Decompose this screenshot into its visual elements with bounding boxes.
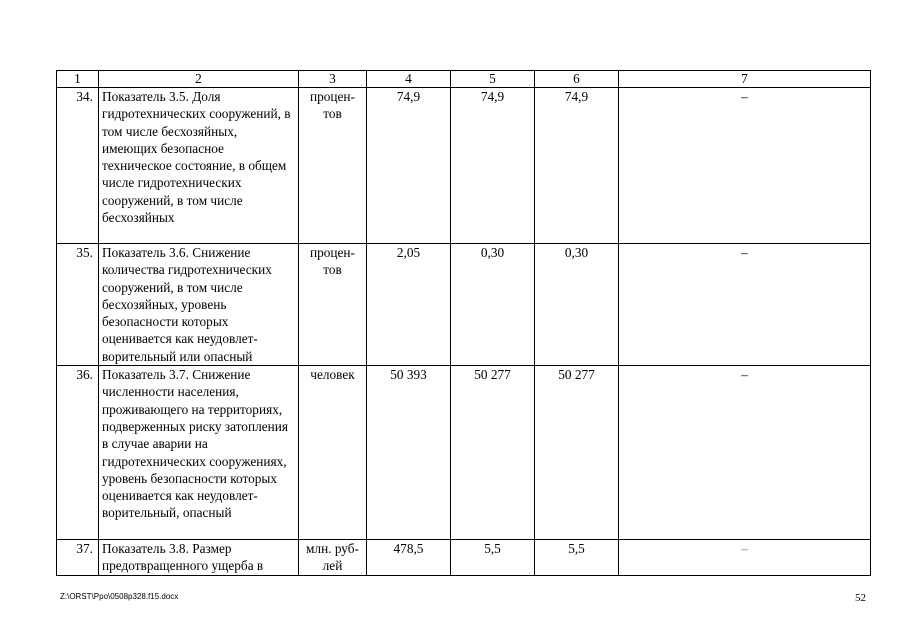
indicator-name: Показатель 3.8. Размер предотвращенного ущерба в xyxy=(99,540,299,576)
row-number: 35. xyxy=(57,244,99,366)
note-cell: – xyxy=(619,366,871,540)
value-col-4: 2,05 xyxy=(367,244,451,366)
value-col-4: 478,5 xyxy=(367,540,451,576)
unit-cell: процен-тов xyxy=(299,88,367,244)
indicators-table xyxy=(56,70,871,576)
value-col-4: 50 393 xyxy=(367,366,451,540)
value-col-5: 0,30 xyxy=(451,244,535,366)
value-col-6: 0,30 xyxy=(535,244,619,366)
page-number: 52 xyxy=(855,592,866,604)
indicator-name: Показатель 3.7. Снижение численности населения, проживающего на территориях, подверженных риску затопления в случае аварии на гидротехнических сооружениях, уровень безопасности которых оценивается как неудовлет-ворительный, опасный xyxy=(99,366,299,540)
table-row xyxy=(57,88,871,244)
header-cell-col-2: 2 xyxy=(99,71,299,88)
row-number: 37. xyxy=(57,540,99,576)
value-col-6: 74,9 xyxy=(535,88,619,244)
value-col-6: 50 277 xyxy=(535,366,619,540)
file-path-footer: Z:\ORST\Ppo\0508p328.f15.docx xyxy=(60,592,179,601)
table-header-row xyxy=(57,71,871,88)
table-row xyxy=(57,244,871,366)
header-cell-col-1: 1 xyxy=(57,71,99,88)
note-cell: – xyxy=(619,88,871,244)
row-number: 34. xyxy=(57,88,99,244)
table-row xyxy=(57,366,871,540)
unit-cell: млн. руб-лей xyxy=(299,540,367,576)
row-number: 36. xyxy=(57,366,99,540)
value-col-6: 5,5 xyxy=(535,540,619,576)
header-cell-col-4: 4 xyxy=(367,71,451,88)
header-cell-col-6: 6 xyxy=(535,71,619,88)
value-col-5: 5,5 xyxy=(451,540,535,576)
header-cell-col-7: 7 xyxy=(619,71,871,88)
value-col-4: 74,9 xyxy=(367,88,451,244)
value-col-5: 50 277 xyxy=(451,366,535,540)
value-col-5: 74,9 xyxy=(451,88,535,244)
note-cell: – xyxy=(619,244,871,366)
note-cell: – xyxy=(619,540,871,576)
unit-cell: человек xyxy=(299,366,367,540)
header-cell-col-3: 3 xyxy=(299,71,367,88)
indicator-name: Показатель 3.6. Снижение количества гидротехнических сооружений, в том числе бесхозяйных, уровень безопасности которых оценивается как неудовлет-ворительный или опасный xyxy=(99,244,299,366)
indicator-name: Показатель 3.5. Доля гидротехнических сооружений, в том числе бесхозяйных, имеющих безопасное техническое состояние, в общем числе гидротехнических сооружений, в том числе бесхозяйных xyxy=(99,88,299,244)
unit-cell: процен-тов xyxy=(299,244,367,366)
table-row xyxy=(57,540,871,576)
header-cell-col-5: 5 xyxy=(451,71,535,88)
